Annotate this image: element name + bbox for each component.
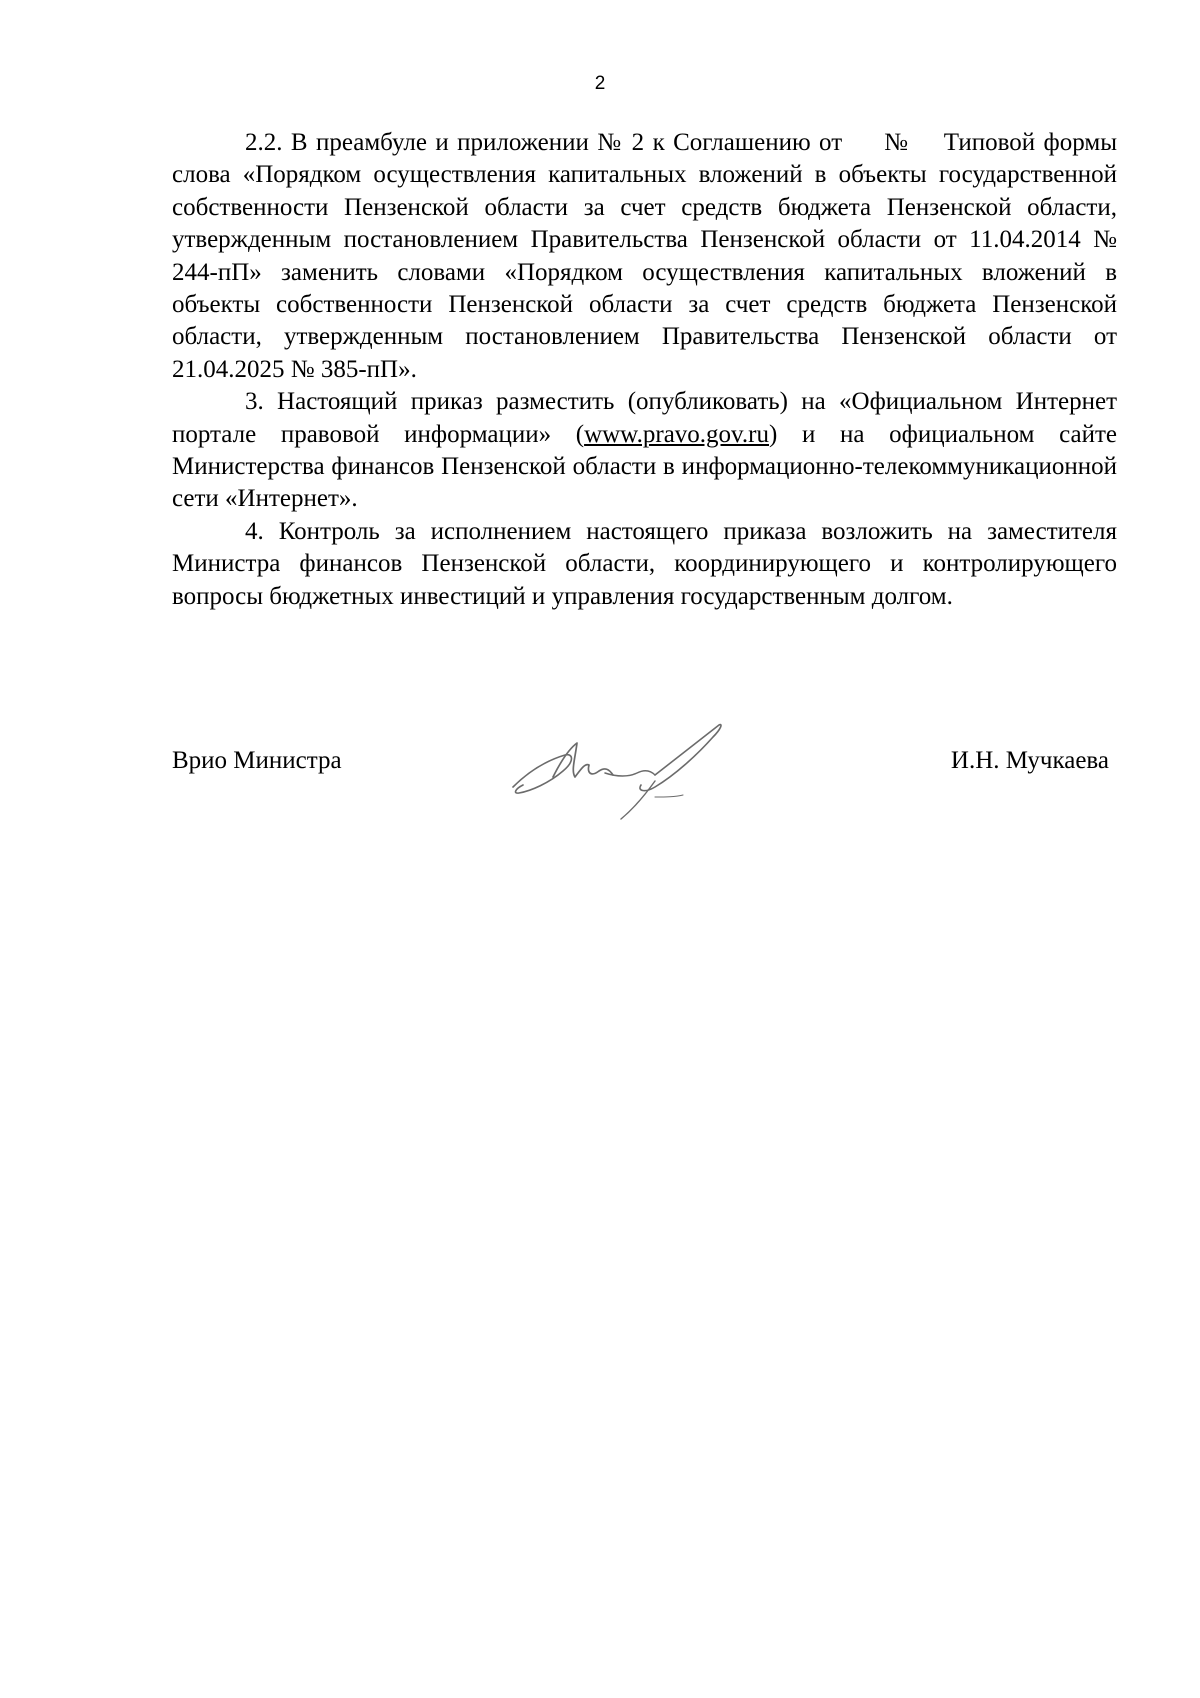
pravo-gov-link[interactable]: www.pravo.gov.ru: [584, 420, 769, 448]
paragraph-4: 4. Контроль за исполнением настоящего приказа возложить на заместителя Министра финансов Пензенской области, координирующего и контролирующего вопросы бюджетных инвестиций и управления государственным долгом.: [172, 517, 1117, 610]
handwritten-signature-icon: [505, 715, 745, 825]
document-body: [172, 127, 1117, 613]
paragraph-3-end: ) и на официальном сайте Министерства финансов Пензенской области в информационно-телекоммуникационной сети «Интернет».: [172, 420, 1117, 513]
paragraph-2-2: 2.2. В преамбуле и приложении № 2 к Соглашению от № Типовой формы слова «Порядком осуществления капитальных вложений в объекты государственной собственности Пензенской области за счет средств бюджета Пензенской области, утвержденным постановлением Правительства Пензенской области от 11.04.2014 № 244-пП» заменить словами «Порядком осуществления капитальных вложений в объекты собственности Пензенской области за счет средств бюджета Пензенской области, утвержденным постановлением Правительства Пензенской области от 21.04.2025 № 385-пП».: [172, 129, 1117, 383]
paragraph-3-start: 3. Настоящий приказ разместить (опубликовать) на «Официальном Интернет портале правовой информации» (: [172, 388, 1117, 448]
page-number: 2: [594, 73, 606, 94]
paragraph-3: [172, 386, 1117, 516]
signatory-name: И.Н. Мучкаева: [950, 747, 1109, 774]
signatory-role: Врио Министра: [172, 747, 342, 774]
